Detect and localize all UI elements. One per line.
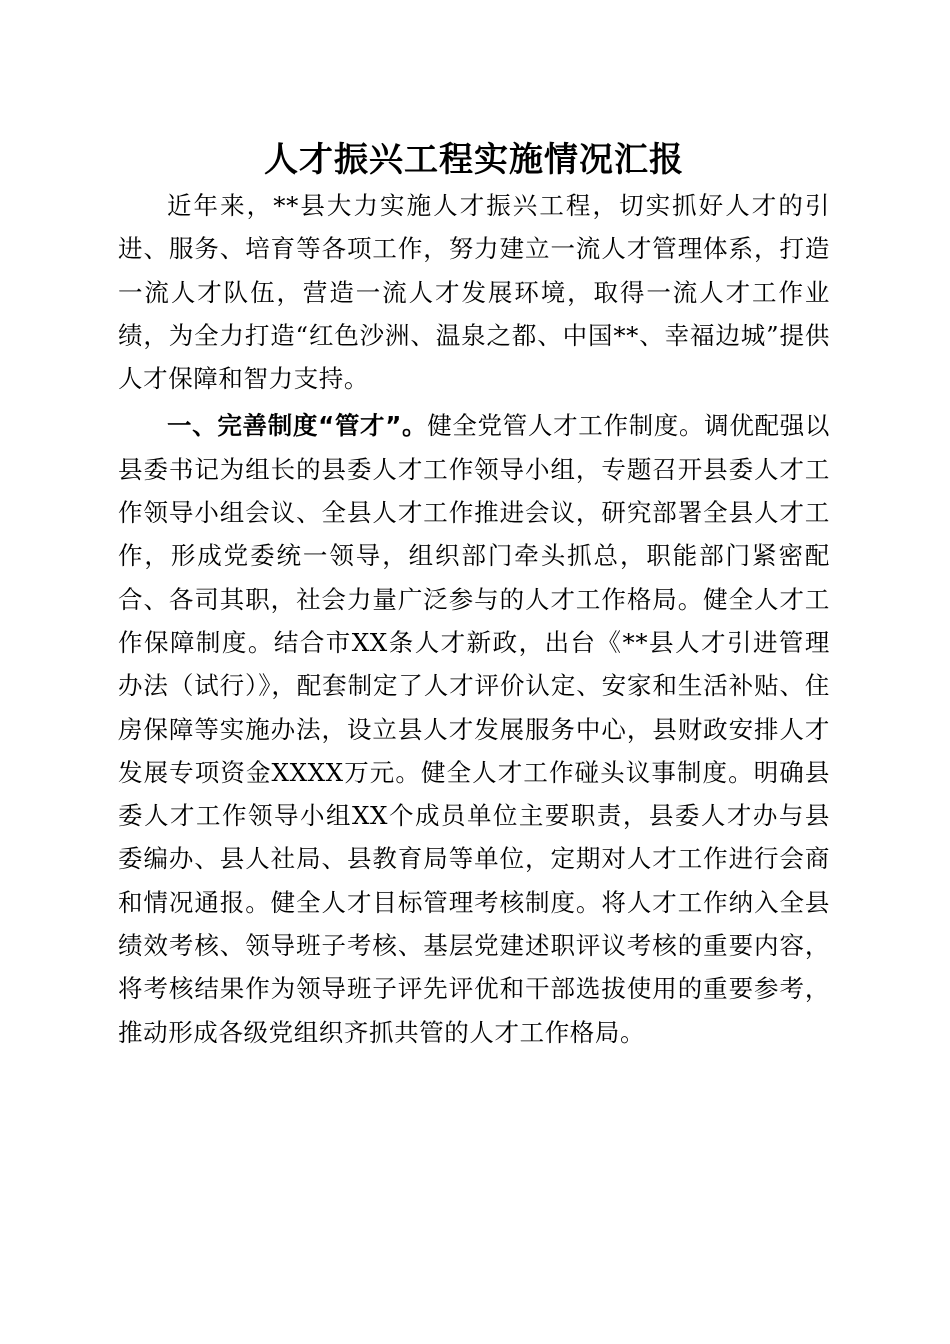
section-1-heading: 一、完善制度“管才”。 xyxy=(167,411,428,441)
section-1-body: 健全党管人才工作制度。调优配强以县委书记为组长的县委人才工作领导小组，专题召开县委人才工作领导小组会议、全县人才工作推进会议，研究部署全县人才工作，形成党委统一领导，组织部门牵头抓总，职能部门紧密配合、各司其职，社会力量广泛参与的人才工作格局。健全人才工作保障制度。结合市XX条人才新政，出台《**县人才引进管理办法（试行）》，配套制定了人才评价认定、安家和生活补贴、住房保障等实施办法，设立县人才发展服务中心，县财政安排人才发展专项资金XXXX万元。健全人才工作碰头议事制度。明确县委人才工作领导小组XX个成员单位主要职责，县委人才办与县委编办、县人社局、县教育局等单位，定期对人才工作进行会商和情况通报。健全人才目标管理考核制度。将人才工作纳入全县绩效考核、领导班子考核、基层党建述职评议考核的重要内容，将考核结果作为领导班子评先评优和干部选拔使用的重要参考，推动形成各级党组织齐抓共管的人才工作格局。 xyxy=(118,411,830,1047)
intro-paragraph: 近年来，**县大力实施人才振兴工程，切实抓好人才的引进、服务、培育等各项工作，努力建立一流人才管理体系，打造一流人才队伍，营造一流人才发展环境，取得一流人才工作业绩，为全力打造“红色沙洲、温泉之都、中国**、幸福边城”提供人才保障和智力支持。 xyxy=(118,191,830,394)
section-1-paragraph xyxy=(118,404,830,1053)
document-page xyxy=(118,128,830,1054)
document-title: 人才振兴工程实施情况汇报 xyxy=(264,140,684,180)
